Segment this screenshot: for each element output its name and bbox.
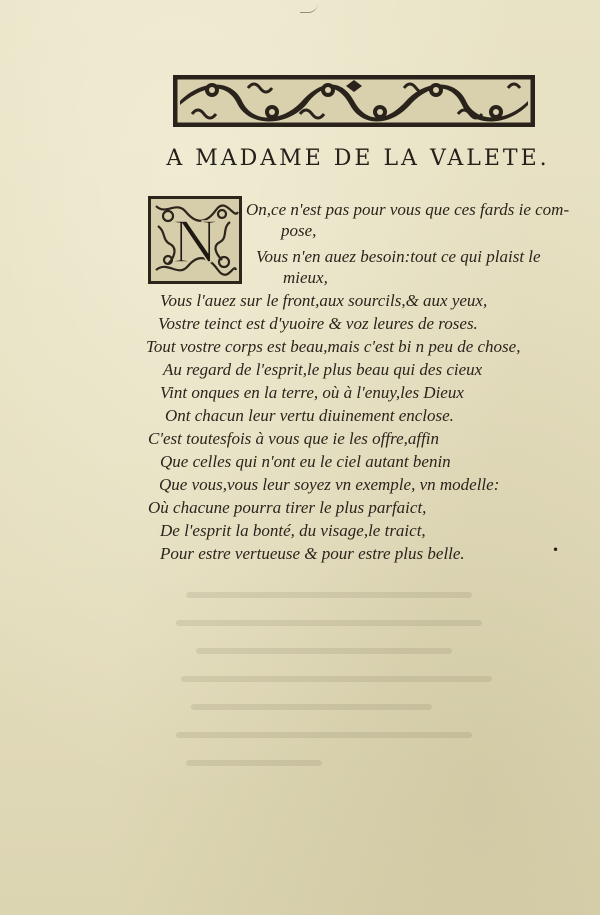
verse-line-2: Vous n'en auez besoin:tout ce qui plaist le	[256, 247, 541, 266]
headpiece-ornament-icon	[172, 74, 536, 128]
verse-line-1-cont: pose,	[281, 221, 317, 240]
verse-line-14: Pour estre vertueuse & pour estre plus belle.	[160, 544, 465, 563]
verse-line-13: De l'esprit la bonté, du visage,le traict,	[160, 521, 426, 540]
verse-line-6: Au regard de l'esprit,le plus beau qui des cieux	[163, 360, 483, 379]
verse-line-7: Vint onques en la terre, où à l'enuy,les Dieux	[160, 383, 464, 402]
verse-line-3: Vous l'auez sur le front,aux sourcils,& aux yeux,	[160, 291, 488, 310]
show-through-lines	[169, 583, 509, 773]
verse-line-10: Que celles qui n'ont eu le ciel autant benin	[160, 452, 451, 471]
verse-line-2-cont: mieux,	[283, 268, 328, 287]
decorated-initial	[148, 196, 242, 284]
verse-line-4: Vostre teinct est d'yuoire & voz leures de roses.	[158, 314, 478, 333]
verse-line-11: Que vous,vous leur soyez vn exemple, vn modelle:	[159, 475, 500, 494]
initial-letter: N	[172, 208, 218, 276]
top-pen-mark	[300, 0, 318, 13]
end-bullet-mark: •	[552, 543, 560, 557]
verse-line-5: Tout vostre corps est beau,mais c'est bi n peu de chose,	[146, 337, 521, 356]
page-title: A MADAME DE LA VALETE.	[166, 146, 550, 171]
initial-flourish-icon	[148, 196, 242, 284]
verse-line-8: Ont chacun leur vertu diuinement enclose.	[165, 406, 454, 425]
show-through-texture	[150, 560, 509, 803]
verse-line-12: Où chacune pourra tirer le plus parfaict,	[148, 498, 427, 517]
verse-line-9: C'est toutesfois à vous que ie les offre,affin	[148, 429, 440, 448]
verse-line-1: On,ce n'est pas pour vous que ces fards ie com-	[246, 200, 570, 219]
